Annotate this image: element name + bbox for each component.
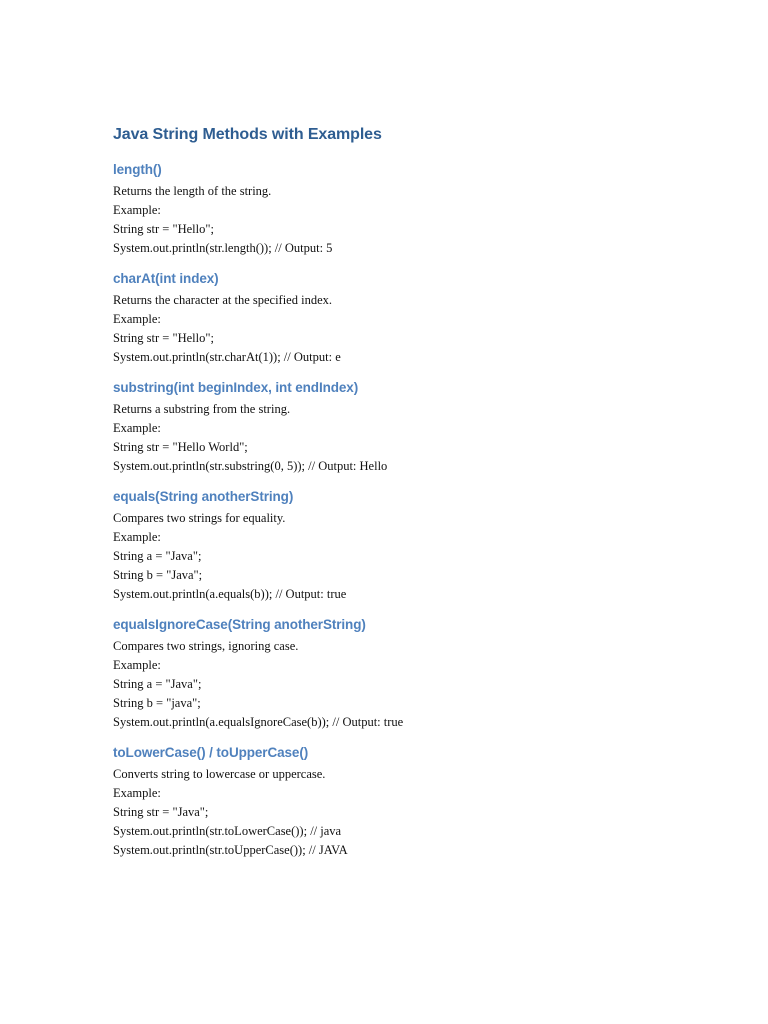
code-line: System.out.println(a.equalsIgnoreCase(b)); // Output: true [113, 715, 404, 729]
method-heading: equals(String anotherString) [113, 489, 294, 504]
code-line: System.out.println(str.toLowerCase()); // java [113, 824, 342, 838]
method-heading: length() [113, 162, 162, 177]
code-line: String str = "Hello"; [113, 222, 214, 236]
example-label: Example: [113, 786, 161, 800]
example-label: Example: [113, 421, 161, 435]
example-label: Example: [113, 312, 161, 326]
method-section [113, 615, 713, 732]
method-heading: toLowerCase() / toUpperCase() [113, 745, 309, 760]
method-description: Compares two strings for equality. [113, 511, 286, 525]
method-description: Converts string to lowercase or uppercase. [113, 767, 326, 781]
method-section [113, 378, 713, 476]
example-label: Example: [113, 658, 161, 672]
code-line: System.out.println(str.charAt(1)); // Output: e [113, 350, 341, 364]
method-description: Returns the character at the specified index. [113, 293, 333, 307]
code-line: System.out.println(str.substring(0, 5)); // Output: Hello [113, 459, 388, 473]
document-title: Java String Methods with Examples [113, 126, 382, 143]
code-line: String str = "Hello World"; [113, 440, 248, 454]
code-line: System.out.println(a.equals(b)); // Output: true [113, 587, 347, 601]
sections-container [113, 160, 713, 860]
code-line: String str = "Hello"; [113, 331, 214, 345]
code-line: String a = "Java"; [113, 549, 202, 563]
code-line: String a = "Java"; [113, 677, 202, 691]
method-section [113, 160, 713, 258]
method-description: Compares two strings, ignoring case. [113, 639, 299, 653]
method-section [113, 269, 713, 367]
code-line: String b = "java"; [113, 696, 201, 710]
method-heading: equalsIgnoreCase(String anotherString) [113, 617, 366, 632]
example-label: Example: [113, 530, 161, 544]
example-label: Example: [113, 203, 161, 217]
method-heading: charAt(int index) [113, 271, 219, 286]
method-section [113, 743, 713, 860]
code-line: System.out.println(str.length()); // Output: 5 [113, 241, 333, 255]
code-line: String str = "Java"; [113, 805, 209, 819]
method-section [113, 487, 713, 604]
code-line: String b = "Java"; [113, 568, 203, 582]
method-description: Returns the length of the string. [113, 184, 272, 198]
document-page [113, 124, 713, 871]
method-description: Returns a substring from the string. [113, 402, 291, 416]
method-heading: substring(int beginIndex, int endIndex) [113, 380, 359, 395]
code-line: System.out.println(str.toUpperCase()); // JAVA [113, 843, 348, 857]
